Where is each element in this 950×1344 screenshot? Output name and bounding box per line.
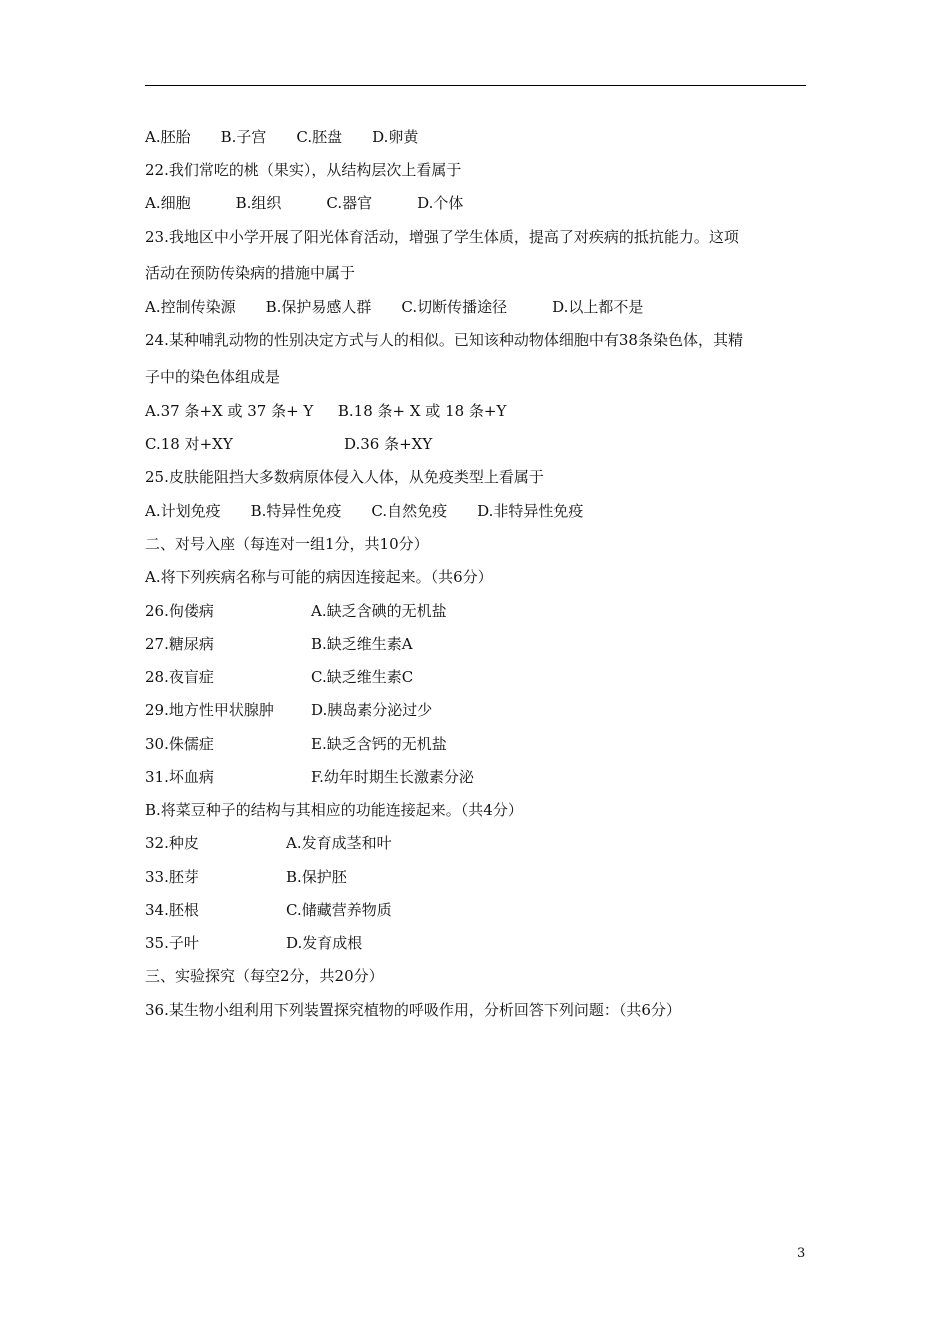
partA-left-28: 28.夜盲症: [145, 668, 214, 686]
q24-options-ab: A.37 条+X 或 37 条+ Y B.18 条+ X 或 18 条+Y: [145, 402, 507, 420]
partB-left-34: 34.胚根: [145, 901, 199, 919]
partB-right-D: D.发育成根: [286, 934, 363, 952]
partA-right-E: E.缺乏含钙的无机盐: [311, 735, 447, 753]
q22-stem: 22.我们常吃的桃（果实），从结构层次上看属于: [145, 161, 462, 179]
partB-left-35: 35.子叶: [145, 934, 199, 952]
q22-options: A.细胞 B.组织 C.器官 D.个体: [145, 194, 464, 212]
q25-stem: 25.皮肤能阻挡大多数病原体侵入人体，从免疫类型上看属于: [145, 468, 544, 486]
page-number: 3: [797, 1246, 806, 1261]
q23-stem-line1: 23.我地区中小学开展了阳光体育活动，增强了学生体质，提高了对疾病的抵抗能力。这项: [145, 228, 739, 246]
partA-left-26: 26.佝偻病: [145, 602, 214, 620]
partA-right-A: A.缺乏含碘的无机盐: [311, 602, 447, 620]
partA-right-F: F.幼年时期生长激素分泌: [311, 768, 474, 786]
partB-left-32: 32.种皮: [145, 834, 199, 852]
partA-right-D: D.胰岛素分泌过少: [311, 701, 433, 719]
q23-stem-line2: 活动在预防传染病的措施中属于: [145, 264, 356, 282]
q25-options: A.计划免疫 B.特异性免疫 C.自然免疫 D.非特异性免疫: [145, 502, 584, 520]
partB-right-A: A.发育成茎和叶: [286, 834, 392, 852]
partA-right-C: C.缺乏维生素C: [311, 668, 414, 686]
partB-right-B: B.保护胚: [286, 868, 347, 886]
q24-stem-line2: 子中的染色体组成是: [145, 368, 281, 386]
q21-options: A.胚胎 B.子宫 C.胚盘 D.卵黄: [145, 128, 419, 146]
partA-title: A.将下列疾病名称与可能的病因连接起来。（共6分）: [145, 568, 493, 586]
partA-left-29: 29.地方性甲状腺肿: [145, 701, 274, 719]
partA-left-31: 31.坏血病: [145, 768, 214, 786]
header-rule: [145, 85, 806, 86]
partA-right-B: B.缺乏维生素A: [311, 635, 413, 653]
partA-left-27: 27.糖尿病: [145, 635, 214, 653]
section3-title: 三、实验探究（每空2分，共20分）: [145, 967, 384, 985]
partA-left-30: 30.侏儒症: [145, 735, 214, 753]
q24-option-c: C.18 对+XY: [145, 435, 233, 453]
section2-title: 二、对号入座（每连对一组1分，共10分）: [145, 535, 429, 553]
q24-option-d: D.36 条+XY: [344, 435, 433, 453]
q24-stem-line1: 24.某种哺乳动物的性别决定方式与人的相似。已知该种动物体细胞中有38条染色体，其精: [145, 331, 743, 349]
partB-left-33: 33.胚芽: [145, 868, 199, 886]
partB-title: B.将菜豆种子的结构与其相应的功能连接起来。（共4分）: [145, 801, 523, 819]
q36-stem: 36.某生物小组利用下列装置探究植物的呼吸作用，分析回答下列问题：（共6分）: [145, 1001, 681, 1019]
q23-options: A.控制传染源 B.保护易感人群 C.切断传播途径 D.以上都不是: [145, 298, 644, 316]
partB-right-C: C.储藏营养物质: [286, 901, 392, 919]
